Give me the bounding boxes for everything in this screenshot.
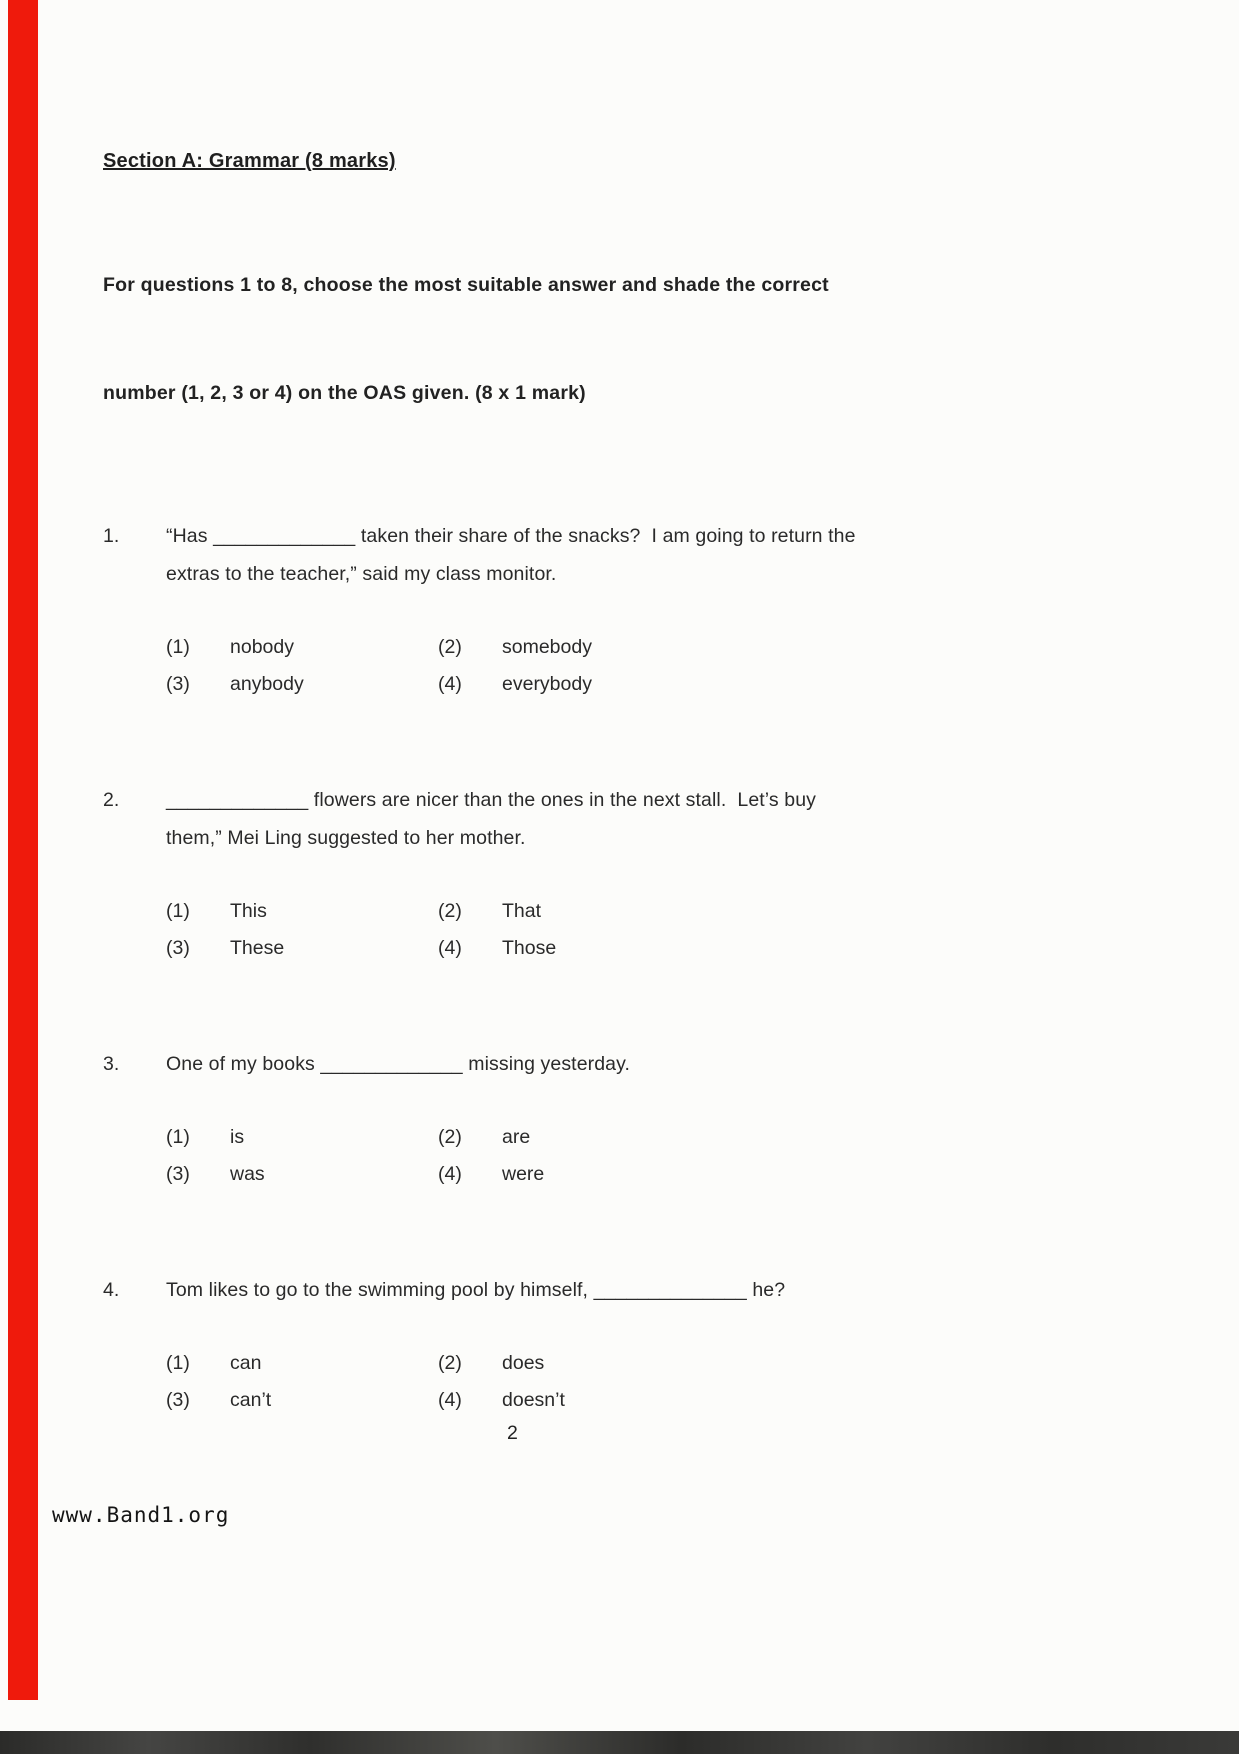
section-title: Section A: Grammar (8 marks) — [103, 150, 396, 172]
question-text: One of my books _____________ missing yesterday. — [166, 1053, 631, 1075]
option-label: were — [502, 1163, 545, 1185]
instructions-line-1: For questions 1 to 8, choose the most suitable answer and shade the correct — [103, 274, 829, 296]
option-label: Those — [502, 937, 557, 959]
options-grid — [166, 1345, 983, 1419]
question-3 — [103, 1045, 983, 1193]
options-grid — [166, 629, 983, 703]
option-number: (1) — [166, 900, 190, 922]
option-label: was — [230, 1163, 265, 1185]
watermark-url: www.Band1.org — [52, 1503, 230, 1527]
option-label: can — [230, 1352, 262, 1374]
page-content — [103, 150, 983, 1497]
option-label: is — [230, 1126, 245, 1148]
option-label: somebody — [502, 636, 592, 658]
page-number: 2 — [507, 1422, 518, 1444]
question-number: 3. — [103, 1053, 120, 1075]
question-number: 2. — [103, 789, 120, 811]
option — [166, 930, 438, 967]
option-label: everybody — [502, 673, 592, 695]
option-number: (4) — [438, 937, 462, 959]
option-number: (4) — [438, 1389, 462, 1411]
option-label: That — [502, 900, 542, 922]
question-text: Tom likes to go to the swimming pool by himself, ______________ he? — [166, 1279, 786, 1301]
option-number: (4) — [438, 1163, 462, 1185]
instructions — [103, 195, 983, 483]
question-1 — [103, 517, 983, 703]
options-grid — [166, 1119, 983, 1193]
red-margin-strip — [8, 0, 38, 1700]
question-body — [166, 1271, 983, 1419]
option — [438, 666, 758, 703]
question-body — [166, 1045, 983, 1193]
option-number: (3) — [166, 673, 190, 695]
option — [438, 1345, 758, 1382]
option — [438, 893, 758, 930]
option — [166, 666, 438, 703]
option-number: (3) — [166, 937, 190, 959]
question-text: _____________ flowers are nicer than the ones in the next stall. Let’s buy — [166, 789, 816, 811]
option — [166, 1119, 438, 1156]
option — [438, 930, 758, 967]
question-body — [166, 781, 983, 967]
question-body — [166, 517, 983, 703]
option-number: (2) — [438, 1352, 462, 1374]
option — [438, 1156, 758, 1193]
option-label: does — [502, 1352, 545, 1374]
option — [166, 1345, 438, 1382]
option — [166, 893, 438, 930]
option-number: (3) — [166, 1163, 190, 1185]
question-text: extras to the teacher,” said my class monitor. — [166, 563, 557, 585]
question-number: 4. — [103, 1279, 120, 1301]
option-label: These — [230, 937, 285, 959]
options-grid — [166, 893, 983, 967]
option — [438, 1382, 758, 1419]
option-number: (2) — [438, 1126, 462, 1148]
option-number: (2) — [438, 636, 462, 658]
question-text: “Has _____________ taken their share of the snacks? I am going to return the — [166, 525, 856, 547]
question-2 — [103, 781, 983, 967]
option-label: can’t — [230, 1389, 272, 1411]
option-label: nobody — [230, 636, 294, 658]
scan-edge-bar — [0, 1731, 1239, 1754]
question-4 — [103, 1271, 983, 1419]
option — [438, 1119, 758, 1156]
option — [166, 629, 438, 666]
question-number: 1. — [103, 525, 120, 547]
option-label: are — [502, 1126, 531, 1148]
question-text: them,” Mei Ling suggested to her mother. — [166, 827, 526, 849]
option-number: (3) — [166, 1389, 190, 1411]
option-label: anybody — [230, 673, 304, 695]
option — [166, 1156, 438, 1193]
option-label: This — [230, 900, 267, 922]
option — [166, 1382, 438, 1419]
option-number: (1) — [166, 1352, 190, 1374]
instructions-line-2: number (1, 2, 3 or 4) on the OAS given. (8 x 1 mark) — [103, 382, 586, 404]
option — [438, 629, 758, 666]
option-number: (4) — [438, 673, 462, 695]
option-number: (1) — [166, 636, 190, 658]
option-number: (1) — [166, 1126, 190, 1148]
option-label: doesn’t — [502, 1389, 565, 1411]
option-number: (2) — [438, 900, 462, 922]
